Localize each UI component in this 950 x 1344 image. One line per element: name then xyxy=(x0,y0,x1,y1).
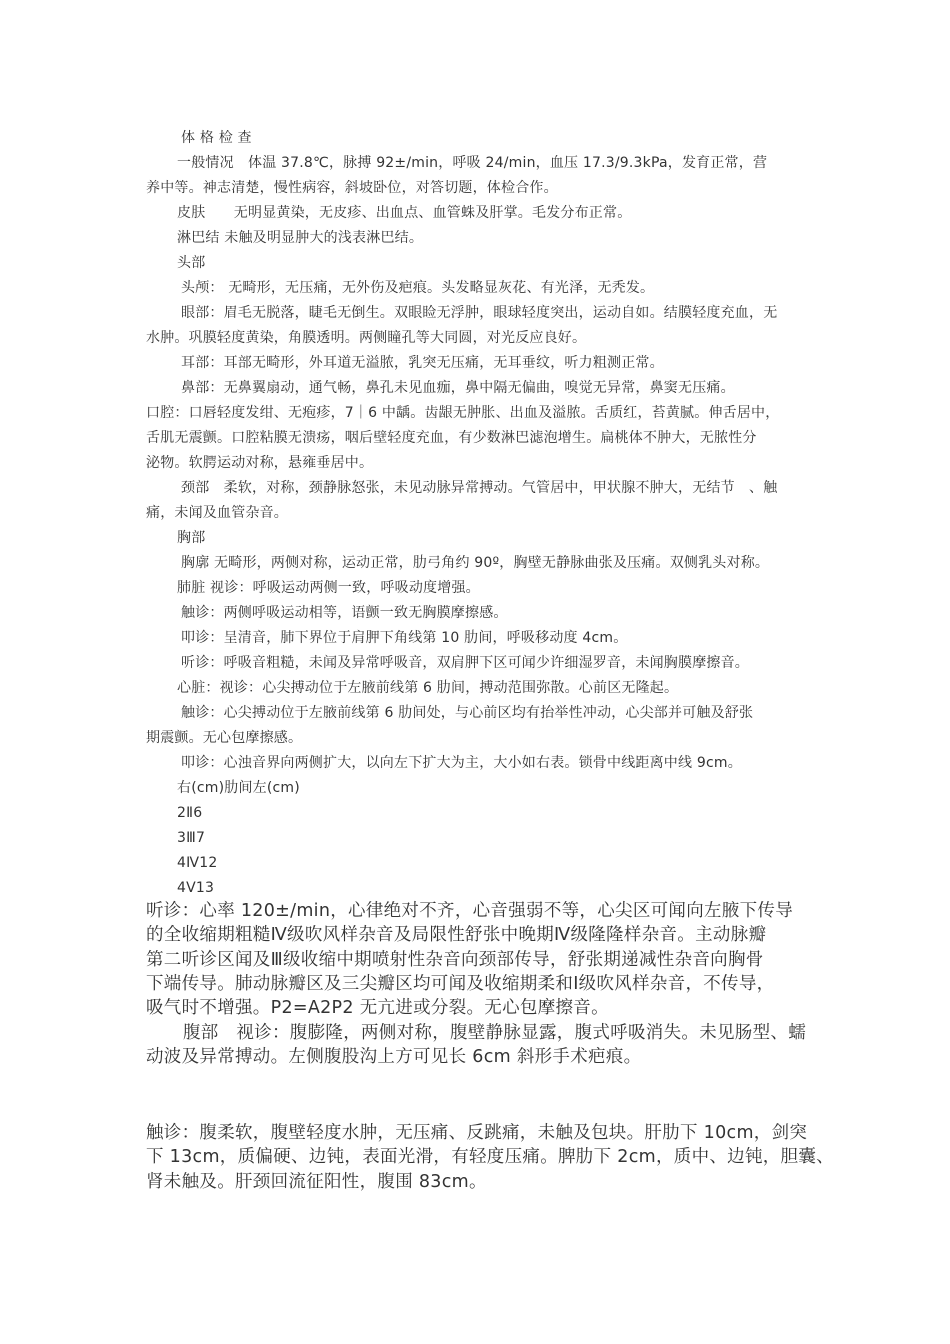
text-line: 听诊：心率 120±/min，心律绝对不齐，心音强弱不等，心尖区可闻向左腋下传导 xyxy=(146,901,794,921)
text-line: 淋巴结 未触及明显肿大的浅表淋巴结。 xyxy=(177,230,424,246)
text-line: 吸气时不增强。P2=A2P2 无亢进或分裂。无心包摩擦音。 xyxy=(146,998,609,1018)
text-line: 动波及异常搏动。左侧腹股沟上方可见长 6cm 斜形手术疤痕。 xyxy=(146,1047,642,1067)
section-heading-head: 头部 xyxy=(177,255,206,271)
text-line: 心脏：视诊：心尖搏动位于左腋前线第 6 肋间，搏动范围弥散。心前区无隆起。 xyxy=(177,680,679,696)
text-line: 耳部：耳部无畸形，外耳道无溢脓，乳突无压痛，无耳垂纹，听力粗测正常。 xyxy=(181,355,664,371)
text-line: 眼部：眉毛无脱落，睫毛无倒生。双眼睑无浮肿，眼球轻度突出，运动自如。结膜轻度充血，无 xyxy=(181,305,778,321)
text-line: 舌肌无震颤。口腔粘膜无溃疡，咽后壁轻度充血，有少数淋巴滤泡增生。扁桃体不肿大，无脓性分 xyxy=(146,430,757,446)
text-line: 鼻部：无鼻翼扇动，通气畅，鼻孔未见血痂，鼻中隔无偏曲，嗅觉无异常，鼻窦无压痛。 xyxy=(181,380,735,396)
text-line: 听诊：呼吸音粗糙，未闻及异常呼吸音，双肩胛下区可闻少许细湿罗音，未闻胸膜摩擦音。 xyxy=(181,655,749,671)
text-line: 下 13cm，质偏硬、边钝，表面光滑，有轻度压痛。脾肋下 2cm，质中、边钝，胆囊、 xyxy=(146,1147,834,1167)
text-line: 胸廓 无畸形，两侧对称，运动正常，肋弓角约 90º，胸壁无静脉曲张及压痛。双侧乳头对称。 xyxy=(181,555,770,571)
text-line: 口腔：口唇轻度发绀、无疱疹，7｜6 中龋。齿龈无肿胀、出血及溢脓。舌质红，苔黄腻。伸舌居中， xyxy=(146,405,780,421)
text-line: 水肿。巩膜轻度黄染，角膜透明。两侧瞳孔等大同圆，对光反应良好。 xyxy=(146,330,587,346)
text-line: 触诊：心尖搏动位于左腋前线第 6 肋间处，与心前区均有抬举性冲动，心尖部并可触及舒张 xyxy=(181,705,754,721)
text-line: 叩诊：心浊音界向两侧扩大，以向左下扩大为主，大小如右表。锁骨中线距离中线 9cm。 xyxy=(181,755,742,771)
section-title-physical-exam: 体 格 检 查 xyxy=(181,130,252,146)
text-line: 第二听诊区闻及Ⅲ级收缩中期喷射性杂音向颈部传导，舒张期递减性杂音向胸骨 xyxy=(146,950,764,970)
text-line: 下端传导。肺动脉瓣区及三尖瓣区均可闻及收缩期柔和Ⅰ级吹风样杂音，不传导， xyxy=(146,974,775,994)
table-row-line: 4Ⅴ13 xyxy=(177,880,215,896)
text-line: 一般情况 体温 37.8℃，脉搏 92±/min，呼吸 24/min，血压 17.3/9.3kPa，发育正常，营 xyxy=(177,155,768,171)
table-header-line: 右(cm)肋间左(cm) xyxy=(177,780,300,796)
table-row-line: 4Ⅳ12 xyxy=(177,855,218,871)
text-line: 痛，未闻及血管杂音。 xyxy=(146,505,288,521)
text-line: 期震颤。无心包摩擦感。 xyxy=(146,730,303,746)
text-line: 头颅： 无畸形，无压痛，无外伤及疤痕。头发略显灰花、有光泽，无秃发。 xyxy=(181,280,655,296)
text-line: 泌物。软腭运动对称，悬雍垂居中。 xyxy=(146,455,374,471)
table-row-line: 3Ⅲ7 xyxy=(177,830,206,846)
text-line: 触诊：腹柔软，腹壁轻度水肿，无压痛、反跳痛，未触及包块。肝肋下 10cm，剑突 xyxy=(146,1123,808,1143)
section-heading-chest: 胸部 xyxy=(177,530,206,546)
text-line: 腹部 视诊：腹膨隆，两侧对称，腹壁静脉显露，腹式呼吸消失。未见肠型、蠕 xyxy=(183,1023,806,1043)
text-line: 肾未触及。肝颈回流征阳性，腹围 83cm。 xyxy=(146,1172,487,1192)
text-line: 触诊：两侧呼吸运动相等，语颤一致无胸膜摩擦感。 xyxy=(181,605,508,621)
text-line: 叩诊：呈清音，肺下界位于肩胛下角线第 10 肋间，呼吸移动度 4cm。 xyxy=(181,630,628,646)
table-row-line: 2Ⅱ6 xyxy=(177,805,203,821)
text-line: 养中等。神志清楚，慢性病容，斜坡卧位，对答切题，体检合作。 xyxy=(146,180,558,196)
text-line: 的全收缩期粗糙Ⅳ级吹风样杂音及局限性舒张中晚期Ⅳ级隆隆样杂音。主动脉瓣 xyxy=(146,925,767,945)
text-line: 肺脏 视诊：呼吸运动两侧一致，呼吸动度增强。 xyxy=(177,580,480,596)
text-line: 颈部 柔软，对称，颈静脉怒张，未见动脉异常搏动。气管居中，甲状腺不肿大，无结节 、触 xyxy=(181,480,778,496)
text-line: 皮肤 无明显黄染，无皮疹、出血点、血管蛛及肝掌。毛发分布正常。 xyxy=(177,205,632,221)
